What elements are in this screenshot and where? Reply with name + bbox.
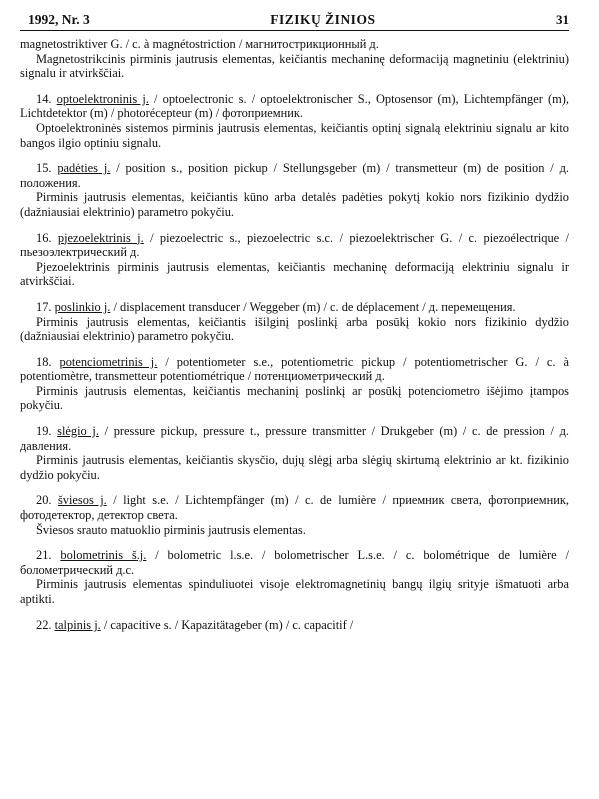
term-entry (20, 300, 569, 344)
term-entry (20, 161, 569, 219)
entry-number: 15. (36, 161, 52, 176)
entry-heading: 19. slėgio j. / pressure pickup, pressure t., pressure transmitter / Drukgeber (m) / c. de pression / д. давления. (20, 424, 569, 453)
entry-number: 14. (36, 91, 52, 106)
entry-heading: 18. potenciometrinis j. / potentiometer s.e., potentiometric pickup / potentiometrischer G. / c. à potentiomètre, transmetteur potentiométrique / потенциометрический д. (20, 354, 569, 384)
entry-number: 16. (36, 230, 52, 245)
entry-number: 20. (36, 493, 52, 508)
entry-term: poslinkio j. (54, 299, 111, 314)
term-entry-13-continued (20, 37, 569, 81)
entry-heading: 17. poslinkio j. / displacement transducer / Weggeber (m) / c. de déplacement / д. перемещения. (36, 299, 516, 314)
entry-heading: 21. bolometrinis š.j. / bolometric l.s.e. / bolometrischer L.s.e. / c. bolométrique de lumière / болометрический д.с. (20, 548, 569, 577)
entry-definition: Pirminis jautrusis elementas, keičiantis mechaninį poslinkį ar posūkį potenciometro išėjimo įtampos pokyčiu. (20, 383, 569, 413)
entry-heading: 15. padėties j. / position s., position pickup / Stellungsgeber (m) / transmetteur (m) de position / д. положения. (20, 161, 569, 190)
entry-number: 22. (36, 617, 52, 632)
entry-number: 18. (36, 354, 52, 369)
entry-definition: Magnetostrikcinis pirminis jautrusis elementas, keičiantis mechaninę deformaciją magnetiniu (elektriniu) signalu ir atvirkščiai. (20, 51, 569, 81)
entry-definition: Optoelektroninės sistemos pirminis jautrusis elementas, keičiantis optinį signalą elektriniu signalu ar kito bangos ilgio optiniu signalu. (20, 120, 569, 150)
entry-term: potenciometrinis j. (59, 354, 158, 369)
entry-number: 21. (36, 548, 52, 563)
term-entry (20, 493, 569, 537)
entry-definition: Pirminis jautrusis elementas, keičiantis išilginį poslinkį arba posūkį kokio nors fizikinio dydžio (dažniausiai elektrinio) parametro pokyčiu. (20, 314, 569, 344)
entry-definition: Šviesos srauto matuoklio pirminis jautrusis elementas. (36, 522, 306, 537)
article-body (20, 37, 569, 632)
entry-term: pjezoelektrinis j. (57, 230, 144, 245)
entry-heading: 20. šviesos j. / light s.e. / Lichtempfänger (m) / c. de lumière / приемник света, фотоприемник, фотодетектор, детектор света. (20, 493, 569, 523)
entry-term: talpinis j. (54, 617, 101, 632)
term-entry (20, 618, 569, 633)
entry-definition: Pirminis jautrusis elementas, keičiantis kūno arba detalės padėties pokytį kokio nors fizikinio dydžio (dažniausiai elektrinio) parametro pokyčiu. (20, 190, 569, 219)
entry-term: optoelektroninis j. (56, 91, 149, 106)
entry-term: slėgio j. (57, 424, 99, 439)
term-entry (20, 92, 569, 150)
entry-definition: Pirminis jautrusis elementas spinduliuotei visoje elektromagnetinių bangų ilgių srityje išmatuoti arba aptikti. (20, 577, 569, 606)
term-entry (20, 231, 569, 289)
entry-number: 17. (36, 299, 52, 314)
entry-heading: 14. optoelektroninis j. / optoelectronic s. / optoelektronischer S., Optosensor (m), Lichtempfänger (m), Lichtdetektor (m) / photorécepteur (m) / фотоприемник. (20, 91, 569, 121)
entry-term: bolometrinis š.j. (60, 548, 147, 563)
entry-heading: 16. pjezoelektrinis j. / piezoelectric s., piezoelectric s.c. / piezoelektrischer G. / c. piezoélectrique / пьезоэлектрический д. (20, 230, 569, 260)
entry-term: šviesos j. (57, 493, 107, 508)
page-header (20, 12, 569, 31)
entry-heading: magnetostriktiver G. / c. à magnétostriction / магнитострикционный д. (20, 37, 379, 51)
entry-definition: Pjezoelektrinis pirminis jautrusis elementas, keičiantis mechaninę deformaciją elektriniu signalu ir atvirkščiai. (20, 259, 569, 289)
term-entry (20, 355, 569, 413)
entry-number: 19. (36, 424, 52, 439)
term-entry (20, 424, 569, 482)
entry-term: padėties j. (57, 161, 111, 176)
entry-definition: Pirminis jautrusis elementas, keičiantis skysčio, dujų slėgį arba slėgių skirtumą elektrinio ar kt. fizikinio dydžio pokyčiu. (20, 453, 569, 482)
journal-title: FIZIKŲ ŽINIOS (270, 12, 376, 27)
page-number: 31 (555, 12, 569, 27)
issue-label: 1992, Nr. 3 (28, 12, 90, 27)
term-entry (20, 548, 569, 606)
entry-heading: 22. talpinis j. / capacitive s. / Kapazitätageber (m) / c. capacitif / (36, 617, 354, 632)
